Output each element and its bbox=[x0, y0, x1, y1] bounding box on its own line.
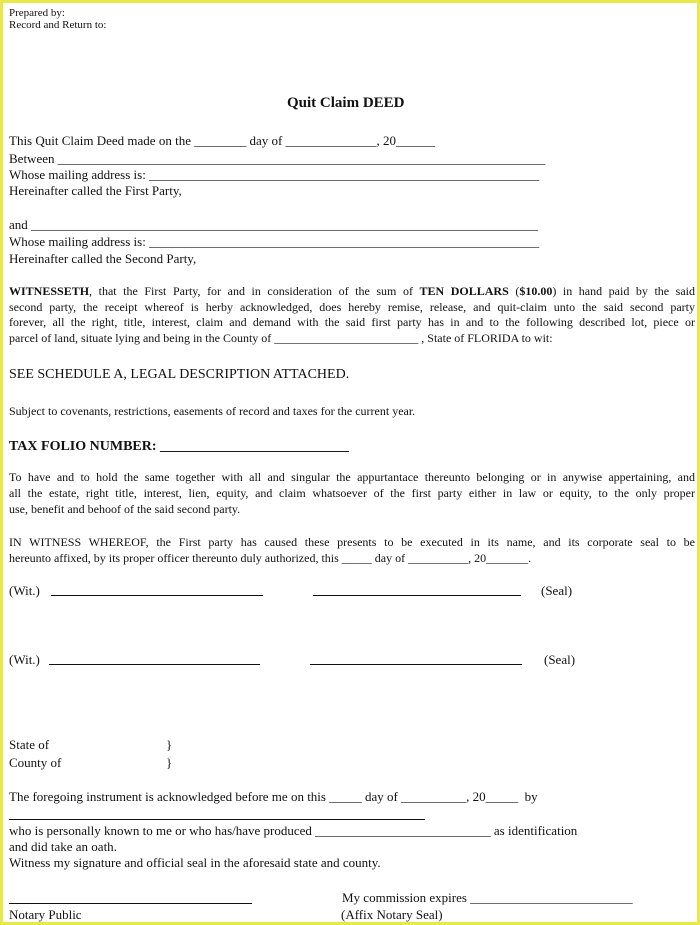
affix-notary-seal-label: (Affix Notary Seal) bbox=[341, 907, 443, 922]
first-mailing-line: Whose mailing address is: ____________________________________________________________ bbox=[9, 167, 540, 182]
state-of-label: State of bbox=[9, 737, 50, 752]
made-on-line: This Quit Claim Deed made on the ________ day of ______________, 20______ bbox=[9, 133, 436, 148]
notary-signature-line bbox=[9, 903, 252, 904]
county-brace: } bbox=[166, 755, 173, 770]
habendum-line-3: use, benefit and behoof of the said second party. bbox=[9, 502, 241, 516]
acknowledgment-line-2: who is personally known to me or who has/have produced ___________________________ as identification bbox=[9, 823, 578, 838]
witnesseth-line-4: parcel of land, situate lying and being in the County of ________________________ , State of FLORIDA to wit: bbox=[9, 331, 553, 345]
between-line: Between ___________________________________________________________________________ bbox=[9, 151, 546, 166]
notary-public-label: Notary Public bbox=[9, 907, 82, 922]
schedule-a-line: SEE SCHEDULE A, LEGAL DESCRIPTION ATTACHED. bbox=[9, 367, 350, 382]
acknowledgment-line-1: The foregoing instrument is acknowledged before me on this _____ day of __________, 20_____ by bbox=[9, 789, 538, 804]
witnesseth-line-2: second party, the receipt whereof is herby acknowledged, does hereby remise, release, and quit-claim unto the said second party bbox=[9, 300, 695, 314]
grantor-1-signature-line bbox=[313, 595, 521, 596]
habendum-line-2: all the estate, right title, interest, lien, equity, and claim whatsoever of the first party either in law or equity, to the only proper bbox=[9, 486, 695, 500]
witnesseth-line-1: WITNESSETH, that the First Party, for and in consideration of the sum of TEN DOLLARS ($10.00) in hand paid by the said bbox=[9, 284, 696, 298]
grantor-2-signature-line bbox=[310, 664, 522, 665]
first-party-line: Hereinafter called the First Party, bbox=[9, 183, 182, 198]
acknowledged-person-line bbox=[9, 819, 425, 820]
seal-2-label: (Seal) bbox=[544, 652, 576, 667]
commission-expires-line: My commission expires _________________________ bbox=[342, 890, 633, 905]
in-witness-line-2: hereunto affixed, by its proper officer thereunto duly authorized, this _____ day of __________, 20_______. bbox=[9, 551, 532, 565]
witnesseth-heading: WITNESSETH bbox=[9, 284, 90, 298]
tax-folio-line: TAX FOLIO NUMBER: ___________________________ bbox=[9, 439, 350, 454]
ten-dollars: TEN DOLLARS bbox=[419, 284, 509, 298]
witness-1-signature-line bbox=[51, 595, 263, 596]
state-brace: } bbox=[166, 737, 173, 752]
seal-1-label: (Seal) bbox=[541, 583, 573, 598]
witness-2-signature-line bbox=[49, 664, 260, 665]
acknowledgment-line-4: Witness my signature and official seal in the aforesaid state and county. bbox=[9, 855, 381, 870]
prepared-by-label: Prepared by: bbox=[9, 7, 65, 19]
amount: $10.00 bbox=[519, 284, 553, 298]
habendum-line-1: To have and to hold the same together with all and singular the appurtantace thereunto belonging or in anywise appertaining, and bbox=[9, 470, 695, 484]
witnesseth-line-3: forever, all the right, title, interest, claim and demand with the said first party has in and to the following described lot, piece or bbox=[9, 315, 695, 329]
witness-2-label: (Wit.) bbox=[9, 652, 40, 667]
second-mailing-line: Whose mailing address is: ____________________________________________________________ bbox=[9, 234, 540, 249]
subject-to-line: Subject to covenants, restrictions, easements of record and taxes for the current year. bbox=[9, 404, 416, 418]
acknowledgment-line-3: and did take an oath. bbox=[9, 839, 117, 854]
witness-1-label: (Wit.) bbox=[9, 583, 40, 598]
county-of-label: County of bbox=[9, 755, 62, 770]
and-line: and ______________________________________________________________________________ bbox=[9, 217, 539, 232]
second-party-line: Hereinafter called the Second Party, bbox=[9, 251, 197, 266]
in-witness-line-1: IN WITNESS WHEREOF, the First party has caused these presents to be executed in its name, and its corporate seal to be bbox=[9, 535, 695, 549]
deed-title: Quit Claim DEED bbox=[287, 95, 405, 111]
record-return-label: Record and Return to: bbox=[9, 19, 107, 31]
